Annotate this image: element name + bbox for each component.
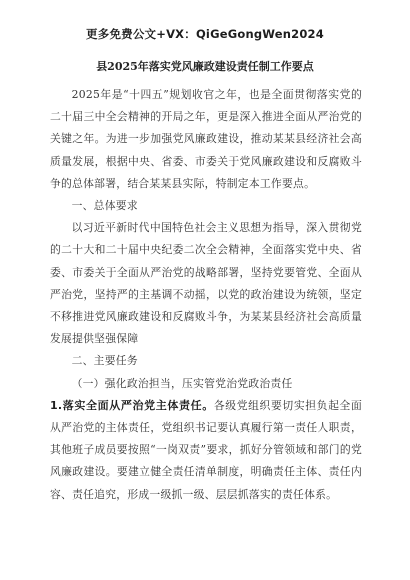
document-body	[50, 84, 362, 506]
section-heading-general-requirements: 一、总体要求	[71, 199, 138, 213]
task-paragraph	[50, 395, 362, 506]
task-heading: 1.落实全面从严治党主体责任。	[50, 398, 214, 412]
general-requirements-paragraph: 以习近平新时代中国特色社会主义思想为指导，深入贯彻党的二十大和二十届中央纪委二次全会精神，全面落实党中央、省委、市委关于全面从严治党的战略部署，坚持党要管党、全面从严治党，坚持严的主基调不动摇，以党的政治建设为统领，坚定不移推进党风廉政建设和反腐败斗争，为某某县经济社会高质量发展提供坚强保障	[50, 221, 362, 346]
watermark-header: 更多免费公文+VX：QiGeGongWen2024	[86, 27, 324, 41]
section-heading-main-tasks: 二、主要任务	[71, 354, 138, 368]
document-title: 县2025年落实党风廉政建设责任制工作要点	[96, 60, 314, 73]
subsection-heading-political-responsibility: （一）强化政治担当，压实管党治党政治责任	[71, 376, 293, 390]
task-body: 各级党组织要切实担负起全面从严治党的主体责任，党组织书记要认真履行第一责任人职责，其他班子成员要按照“一岗双责”要求，抓好分管领域和部门的党风廉政建设。要建立健全责任清单制度，明确责任主体、责任内容、责任追究，形成一级抓一级、层层抓落实的责任体系。	[50, 398, 362, 501]
intro-paragraph: 2025年是“十四五”规划收官之年，也是全面贯彻落实党的二十届三中全会精神的开局之年，更是深入推进全面从严治党的关键之年。为进一步加强党风廉政建设，推动某某县经济社会高质量发展，根据中央、省委、市委关于党风廉政建设和反腐败斗争的总体部署，结合某某县实际，特制定本工作要点。	[50, 88, 362, 190]
